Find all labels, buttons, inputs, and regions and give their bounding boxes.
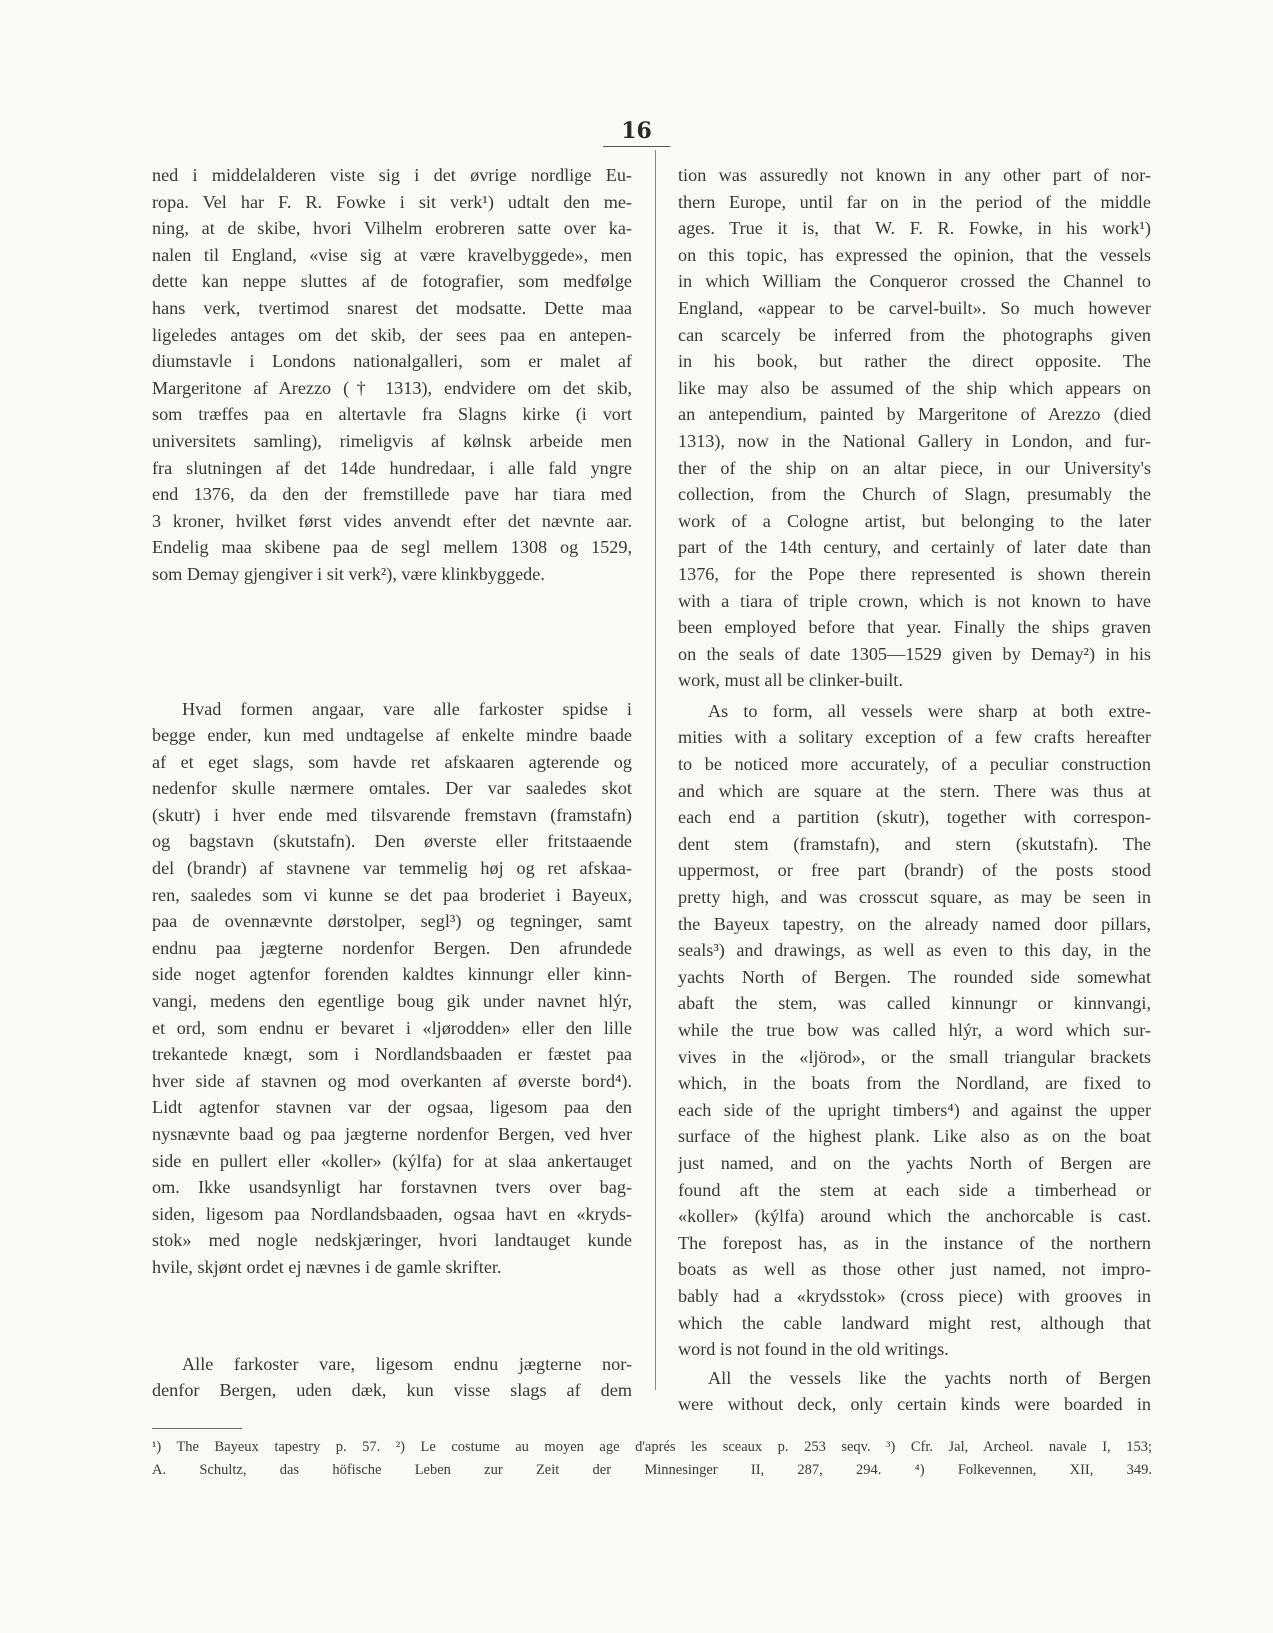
text-line: ning, at de skibe, hvori Vilhelm erobreren satte over ka-	[152, 218, 632, 239]
text-line: in his book, but rather the direct opposite. The	[678, 351, 1151, 372]
english-column	[678, 162, 1151, 1418]
text-line: Endelig maa skibene paa de segl mellem 1308 og 1529,	[152, 537, 632, 558]
text-line: All the vessels like the yachts north of Bergen	[708, 1367, 1151, 1388]
text-line: just named, and on the yachts North of Bergen are	[678, 1152, 1151, 1173]
text-line: which, in the boats from the Nordland, are fixed to	[678, 1073, 1151, 1094]
text-line: 1376, for the Pope there represented is shown therein	[678, 563, 1151, 584]
text-line: denfor Bergen, uden dæk, kun visse slags af dem	[152, 1380, 632, 1401]
text-line: Lidt agtenfor stavnen var der ogsaa, ligesom paa den	[152, 1097, 632, 1118]
text-line: paa de ovennævnte dørstolper, segl³) og tegninger, samt	[152, 911, 632, 932]
footnote-rule	[152, 1428, 242, 1429]
text-line: ages. True it is, that W. F. R. Fowke, in his work¹)	[678, 218, 1151, 239]
text-line: del (brandr) af stavnene var temmelig høj og ret afskaa-	[152, 858, 632, 879]
text-line: uppermost, or free part (brandr) of the posts stood	[678, 860, 1151, 881]
left-paragraph-2	[152, 696, 632, 1281]
text-line: vangi, medens den egentlige boug gik under navnet hlýr,	[152, 991, 632, 1012]
text-line: on the seals of date 1305—1529 given by Demay²) in his	[678, 643, 1151, 664]
text-line: part of the 14th century, and certainly of later date than	[678, 537, 1151, 558]
text-line: dette kan neppe sluttes af de fotografier, som medfølge	[152, 271, 632, 292]
text-line: tion was assuredly not known in any other part of nor-	[678, 165, 1151, 185]
text-line: som Demay gjengiver i sit verk²), være klinkbyggede.	[152, 563, 545, 584]
text-line: each end a partition (skutr), together with correspon-	[678, 807, 1151, 828]
text-line: vives in the «ljörod», or the small triangular brackets	[678, 1046, 1151, 1067]
text-line: the Bayeux tapestry, on the already named door pillars,	[678, 913, 1151, 934]
text-line: fra slutningen af det 14de hundredaar, i alle fald yngre	[152, 457, 632, 478]
footnote-line: A. Schultz, das höfische Leben zur Zeit der Minnesinger II, 287, 294. ⁴) Folkevennen, XII, 349.	[152, 1462, 1152, 1478]
text-line: 1313), now in the National Gallery in London, and fur-	[678, 430, 1151, 451]
text-line: collection, from the Church of Slagn, presumably the	[678, 484, 1151, 505]
text-line: (skutr) i hver ende med tilsvarende fremstavn (framstafn)	[152, 804, 632, 825]
text-line: som træffes paa en altertavle fra Slagns kirke (i vort	[152, 404, 632, 425]
text-line: ther of the ship on an altar piece, in our University's	[678, 457, 1151, 478]
text-line: an antependium, painted by Margeritone of Arezzo (died	[678, 404, 1151, 425]
text-line: The forepost has, as in the instance of the northern	[678, 1232, 1151, 1253]
text-line: As to form, all vessels were sharp at both extre-	[708, 700, 1151, 721]
text-line: like may also be assumed of the ship which appears on	[678, 377, 1151, 398]
text-line: stok» med nogle nedskjæringer, hvori landtauget kunde	[152, 1230, 632, 1251]
right-paragraph-1	[678, 162, 1151, 694]
text-line: ned i middelalderen viste sig i det øvrige nordlige Eu-	[152, 165, 632, 185]
text-line: Alle farkoster vare, ligesom endnu jægterne nor-	[182, 1353, 632, 1374]
text-line: mities with a solitary exception of a few crafts hereafter	[678, 727, 1151, 748]
text-line: nedenfor skulle nærmere omtales. Der var saaledes skot	[152, 778, 632, 799]
text-line: siden, ligesom paa Nordlandsbaaden, ogsaa havt en «kryds-	[152, 1203, 632, 1224]
text-line: endnu paa jægterne nordenfor Bergen. Den afrundede	[152, 937, 632, 958]
text-line: can scarcely be inferred from the photographs given	[678, 324, 1151, 345]
footnote-line: ¹) The Bayeux tapestry p. 57. ²) Le costume au moyen age d'aprés les sceaux p. 253 seqv. ³) Cfr. Jal, Archeol. navale I, 153;	[152, 1439, 1152, 1455]
text-line: af et eget slags, som havde ret afskaaren agterende og	[152, 751, 632, 772]
text-line: on this topic, has expressed the opinion, that the vessels	[678, 244, 1151, 265]
text-line: abaft the stem, was called kinnungr or kinnvangi,	[678, 993, 1151, 1014]
text-line: hvile, skjønt ordet ej nævnes i de gamle skrifter.	[152, 1256, 502, 1277]
text-line: with a tiara of triple crown, which is not known to have	[678, 590, 1151, 611]
text-line: et ord, som endnu er bevaret i «ljørodden» eller den lille	[152, 1017, 632, 1038]
text-line: om. Ikke usandsynligt har forstavnen tvers over bag-	[152, 1177, 632, 1198]
text-line: «koller» (kýlfa) around which the anchorcable is cast.	[678, 1206, 1151, 1227]
text-line: nalen til England, «vise sig at være kravelbyggede», men	[152, 244, 632, 265]
left-paragraph-3	[152, 1351, 632, 1404]
footnotes	[152, 1436, 1152, 1482]
text-line: to be noticed more accurately, of a peculiar construction	[678, 754, 1151, 775]
text-line: hver side af stavnen og mod overkanten af øverste bord⁴).	[152, 1070, 632, 1091]
text-line: work, must all be clinker-built.	[678, 670, 903, 691]
text-line: bably had a «krydsstok» (cross piece) with grooves in	[678, 1285, 1151, 1306]
text-line: were without deck, only certain kinds were boarded in	[678, 1394, 1151, 1415]
text-line: Margeritone af Arezzo († 1313), endvidere om det skib,	[152, 377, 632, 398]
text-line: been employed before that year. Finally the ships graven	[678, 617, 1151, 638]
text-line: side noget agtenfor forenden kaldtes kinnungr eller kinn-	[152, 964, 632, 985]
text-line: yachts North of Bergen. The rounded side somewhat	[678, 966, 1151, 987]
text-line: word is not found in the old writings.	[678, 1339, 949, 1360]
text-line: surface of the highest plank. Like also as on the boat	[678, 1126, 1151, 1147]
text-line: ren, saaledes som vi kunne se det paa broderiet i Bayeux,	[152, 884, 632, 905]
text-line: diumstavle i Londons nationalgalleri, som er malet af	[152, 351, 632, 372]
text-line: which the cable landward might rest, although that	[678, 1312, 1151, 1333]
text-line: pretty high, and was crosscut square, as may be seen in	[678, 887, 1151, 908]
left-paragraph-1	[152, 162, 632, 588]
column-divider	[655, 150, 656, 1390]
page-number: 16	[0, 118, 1273, 147]
text-line: and which are square at the stern. There was thus at	[678, 780, 1151, 801]
text-line: boats as well as those other just named, not impro-	[678, 1259, 1151, 1280]
right-paragraph-2	[678, 698, 1151, 1363]
text-line: in which William the Conqueror crossed the Channel to	[678, 271, 1151, 292]
text-line: seals³) and drawings, as well as even to this day, in the	[678, 940, 1151, 961]
text-line: begge ender, kun med undtagelse af enkelte mindre baade	[152, 725, 632, 746]
text-line: work of a Cologne artist, but belonging to the later	[678, 510, 1151, 531]
text-line: og bagstavn (skutstafn). Den øverste eller fritstaaende	[152, 831, 632, 852]
text-line: universitets samling), rimeligvis af kølnsk arbeide men	[152, 430, 632, 451]
text-line: thern Europe, until far on in the period of the middle	[678, 191, 1151, 212]
text-line: dent stem (framstafn), and stern (skutstafn). The	[678, 833, 1151, 854]
text-line: England, «appear to be carvel-built». So much however	[678, 297, 1151, 318]
text-line: ligeledes antages om det skib, der sees paa en antepen-	[152, 324, 632, 345]
text-line: 3 kroner, hvilket først vides anvendt efter det nævnte aar.	[152, 510, 632, 531]
text-line: end 1376, da den der fremstillede pave har tiara med	[152, 484, 632, 505]
text-line: nysnævnte baad og paa jægterne nordenfor Bergen, ved hver	[152, 1124, 632, 1144]
text-line: hans verk, tvertimod snarest det modsatte. Dette maa	[152, 297, 632, 318]
text-line: side en pullert eller «koller» (kýlfa) for at slaa ankertauget	[152, 1150, 632, 1171]
text-line: while the true bow was called hlýr, a word which sur-	[678, 1020, 1151, 1040]
right-paragraph-3	[678, 1365, 1151, 1418]
text-line: Hvad formen angaar, vare alle farkoster spidse i	[182, 698, 632, 719]
text-line: trekantede knægt, som i Nordlandsbaaden er fæstet paa	[152, 1044, 632, 1065]
norwegian-column	[152, 162, 632, 1404]
text-line: ropa. Vel har F. R. Fowke i sit verk¹) udtalt den me-	[152, 191, 632, 212]
text-line: found aft the stem at each side a timberhead or	[678, 1179, 1151, 1200]
text-line: each side of the upright timbers⁴) and against the upper	[678, 1099, 1151, 1120]
